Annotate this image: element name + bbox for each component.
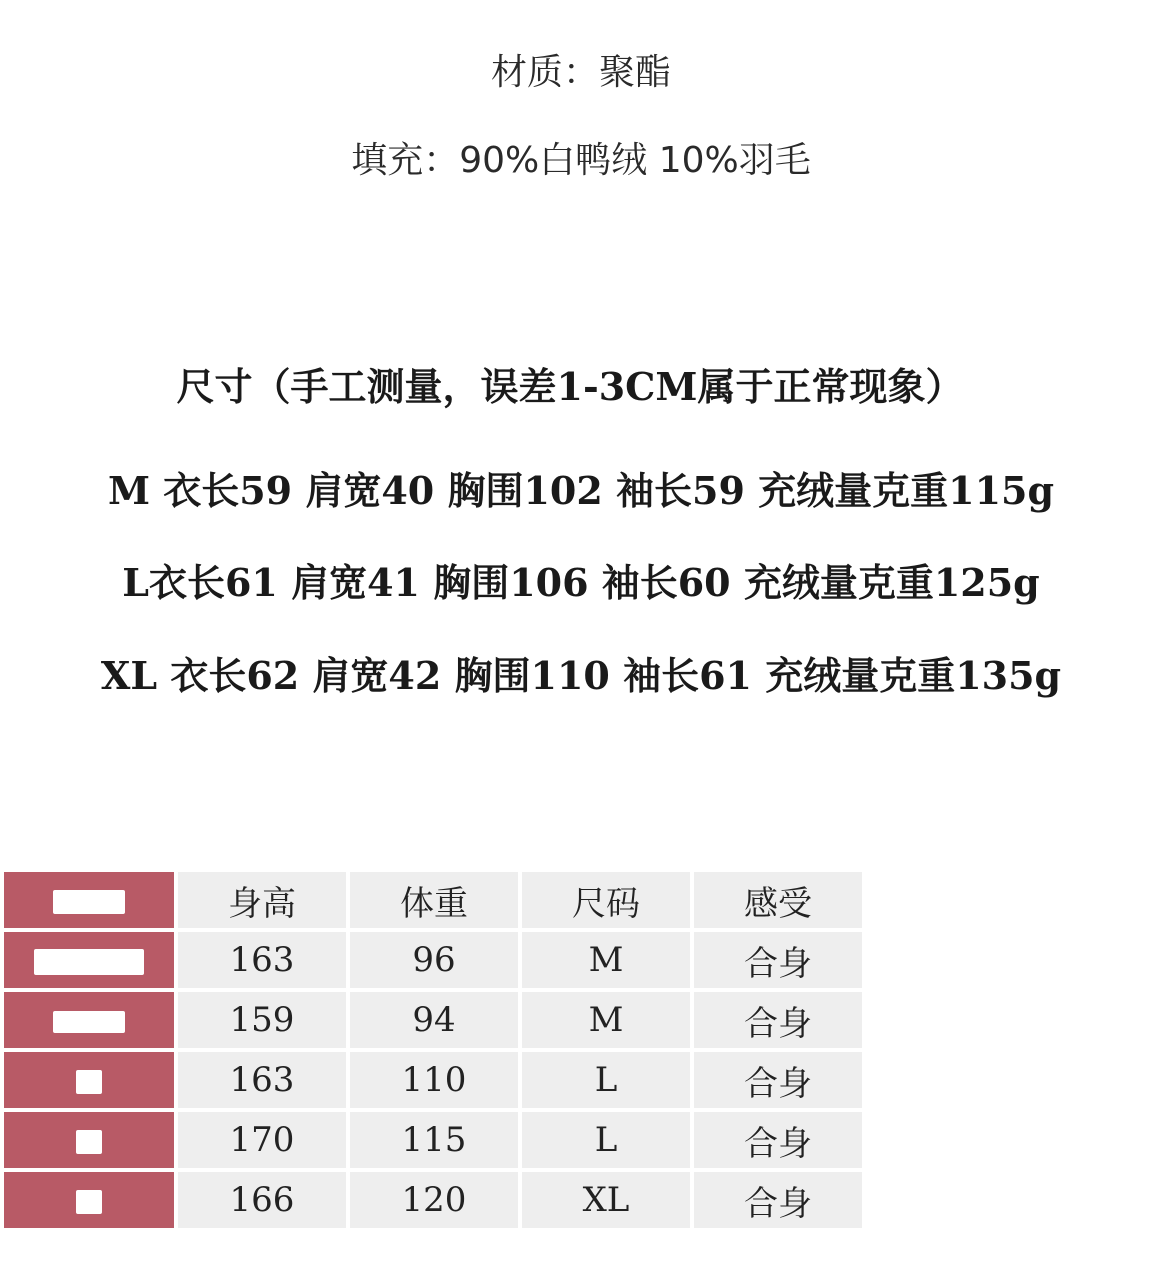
- size-header: 尺码: [522, 872, 690, 928]
- weight-cell: 96: [350, 932, 518, 988]
- feel-cell: 合身: [694, 1052, 862, 1108]
- feel-cell: 合身: [694, 932, 862, 988]
- size-cell: XL: [522, 1172, 690, 1228]
- size-row-l: L衣长61 肩宽41 胸围106 袖长60 充绒量克重125g: [122, 560, 1040, 605]
- redacted-name: [76, 1130, 102, 1154]
- tester-name-cell: [4, 992, 174, 1048]
- redacted-name: [53, 1011, 125, 1033]
- table-row: [4, 992, 862, 1048]
- weight-header: 体重: [350, 872, 518, 928]
- tester-header-cell: [4, 872, 174, 928]
- weight-cell: 120: [350, 1172, 518, 1228]
- fit-reference-table: [0, 868, 866, 1232]
- redacted-name: [76, 1190, 102, 1214]
- table-row: [4, 1052, 862, 1108]
- feel-header: 感受: [694, 872, 862, 928]
- feel-cell: 合身: [694, 992, 862, 1048]
- weight-cell: 115: [350, 1112, 518, 1168]
- height-cell: 170: [178, 1112, 346, 1168]
- tester-name-cell: [4, 1052, 174, 1108]
- material-line: 材质：聚酯: [490, 52, 671, 93]
- tester-name-cell: [4, 1112, 174, 1168]
- feel-cell: 合身: [694, 1172, 862, 1228]
- height-cell: 163: [178, 932, 346, 988]
- size-cell: L: [522, 1112, 690, 1168]
- tester-name-cell: [4, 1172, 174, 1228]
- redacted-name: [76, 1070, 102, 1094]
- feel-cell: 合身: [694, 1112, 862, 1168]
- filling-line: 填充：90%白鸭绒 10%羽毛: [351, 140, 811, 181]
- height-cell: 159: [178, 992, 346, 1048]
- table-header-row: [4, 872, 862, 928]
- size-section-title: 尺寸（手工测量，误差1-3CM属于正常现象）: [176, 364, 964, 409]
- size-cell: M: [522, 992, 690, 1048]
- size-cell: L: [522, 1052, 690, 1108]
- table-row: [4, 932, 862, 988]
- tester-name-cell: [4, 932, 174, 988]
- size-row-xl: XL 衣长62 肩宽42 胸围110 袖长61 充绒量克重135g: [100, 653, 1062, 698]
- size-row-m: M 衣长59 肩宽40 胸围102 袖长59 充绒量克重115g: [107, 468, 1055, 513]
- redacted-name: [34, 949, 144, 975]
- redacted-label: [53, 890, 125, 914]
- weight-cell: 110: [350, 1052, 518, 1108]
- height-cell: 166: [178, 1172, 346, 1228]
- table-row: [4, 1172, 862, 1228]
- height-cell: 163: [178, 1052, 346, 1108]
- table-row: [4, 1112, 862, 1168]
- size-cell: M: [522, 932, 690, 988]
- height-header: 身高: [178, 872, 346, 928]
- weight-cell: 94: [350, 992, 518, 1048]
